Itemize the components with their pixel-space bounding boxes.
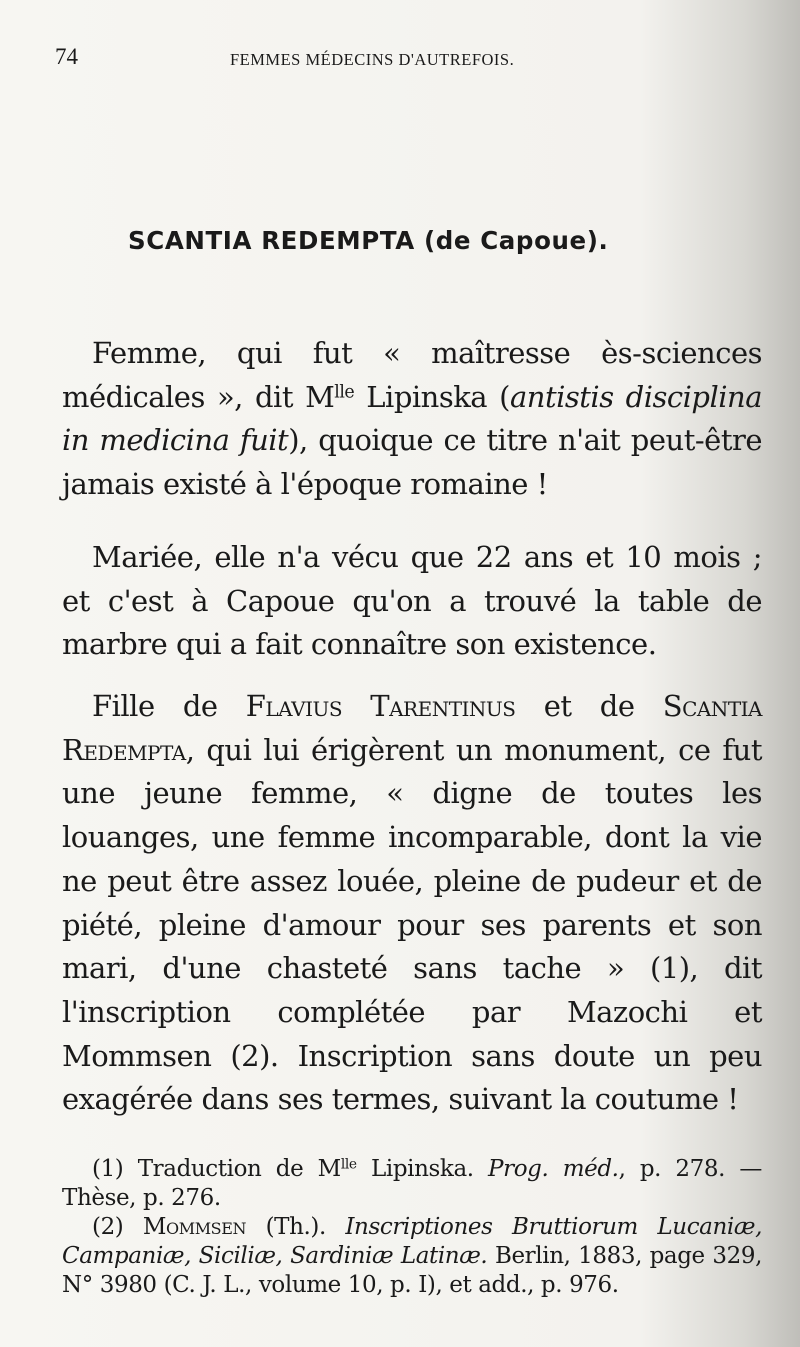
footnote-1-text-c: , p. 278. — Thèse, p. 276. [62, 1156, 762, 1211]
page-number: 74 [55, 44, 78, 69]
paragraph-2-text: Mariée, elle n'a vécu que 22 ans et 10 mois ; et c'est à Capoue qu'on a trouvé la table de marbre qui a fait connaître son existence. [62, 540, 762, 662]
section-title: SCANTIA REDEMPTA [128, 226, 415, 255]
footnote-2-author: Mommsen [142, 1214, 247, 1240]
section-heading [128, 226, 608, 255]
running-head [55, 44, 760, 84]
paragraph-1-text-b: Lipinska ( [354, 379, 510, 414]
footnote-1-text-a: (1) Traduction de M [92, 1156, 341, 1182]
paragraph-3-text-b: et de [515, 689, 663, 723]
paragraph-1-text-c: ), quoique ce titre n'ait peut-être jamais existé à l'époque romaine ! [62, 423, 762, 502]
paragraph-2 [62, 536, 762, 667]
paragraph-1 [62, 332, 762, 507]
footnote-1-journal: Prog. méd. [488, 1156, 619, 1182]
footnote-2 [62, 1213, 762, 1300]
footnote-2-text-c: Berlin, 1883, page 329, N° 3980 (C. J. L., volume 10, p. I), et add., p. 976. [62, 1243, 762, 1298]
footnote-1 [62, 1155, 762, 1213]
footnote-1-superscript: lle [340, 1156, 357, 1173]
paragraph-3-text-c: , qui lui érigèrent un monument, ce fut une jeune femme, « digne de toutes les louanges, une femme incomparable, dont la vie ne peut être assez louée, pleine de pudeur et de piété, pleine d'amour pour ses parents et son mari, d'une chasteté sans tache » (1), dit l'inscription complétée par Mazochi et Mommsen (2). Inscription sans doute un peu exagérée dans ses termes, suivant la coutume ! [62, 732, 762, 1117]
footnotes [62, 1155, 762, 1300]
paragraph-3 [62, 685, 762, 1122]
footnote-2-text-a: (2) [92, 1214, 143, 1240]
footnote-2-text-b: (Th.). [246, 1214, 346, 1240]
footnote-2-book-title: Inscriptiones Bruttiorum Lucaniæ, Campaniæ, Siciliæ, Sardiniæ Latinæ. [62, 1214, 762, 1269]
paragraph-1-text-a: Femme, qui fut « maîtresse ès-sciences médicales », dit M [62, 336, 762, 414]
paragraph-3-name-father: Flavius Tarentinus [245, 689, 516, 723]
running-title: FEMMES MÉDECINS D'AUTREFOIS. [230, 50, 515, 69]
paragraph-3-name-mother: Scantia Redempta [62, 689, 762, 767]
paragraph-1-latin-quote: antistis disciplina in medicina fuit [62, 379, 762, 458]
footnote-1-text-b: Lipinska. [356, 1156, 489, 1182]
paragraph-3-text-a: Fille de [92, 689, 246, 723]
paragraph-1-superscript: lle [334, 382, 355, 403]
section-subtitle: (de Capoue). [423, 226, 609, 255]
